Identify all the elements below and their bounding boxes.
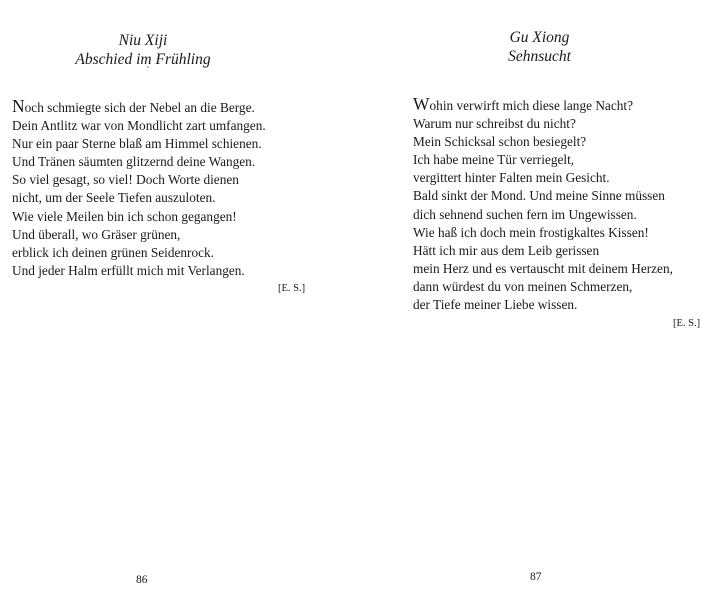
poem-line: dann würdest du von meinen Schmerzen,	[413, 278, 633, 294]
poem-line-text: och schmiegte sich der Nebel an die Berge.	[24, 100, 255, 115]
poem-line: Hätt ich mir aus dem Leib gerissen	[413, 242, 600, 258]
translator-initials-right: [E. S.]	[673, 318, 701, 329]
poem-heading-left	[40, 31, 246, 69]
poem-author-right: Gu Xiong	[509, 29, 570, 46]
poem-line: Und Tränen säumten glitzernd deine Wangen.	[12, 154, 256, 170]
poem-line: vergittert hinter Falten mein Gesicht.	[413, 170, 610, 186]
poem-line	[413, 96, 673, 115]
poem-line: dich sehnend suchen fern im Ungewissen.	[413, 206, 637, 222]
poem-body-left	[12, 98, 266, 280]
page-number-left: 86	[136, 574, 148, 586]
dropcap-right: W	[413, 94, 430, 114]
poem-line	[12, 98, 266, 117]
poem-line: Nur ein paar Sterne blaß am Himmel schienen.	[12, 136, 262, 152]
poem-line: Mein Schicksal schon besiegelt?	[413, 134, 587, 150]
poem-line: nicht, um der Seele Tiefen auszuloten.	[12, 190, 216, 206]
stray-mark: `	[146, 65, 150, 77]
poem-line: erblick ich deinen grünen Seidenrock.	[12, 244, 214, 260]
left-page	[0, 0, 357, 595]
poem-line: Wie haß ich doch mein frostigkaltes Kissen!	[413, 224, 649, 240]
poem-line: Warum nur schreibst du nicht?	[413, 116, 576, 132]
poem-line: So viel gesagt, so viel! Doch Worte dienen	[12, 172, 239, 188]
right-page	[357, 0, 715, 595]
dropcap-left: N	[12, 96, 25, 116]
poem-line-text: ohin verwirft mich diese lange Nacht?	[429, 98, 633, 113]
poem-body-right	[413, 96, 673, 314]
poem-line: Und jeder Halm erfüllt mich mit Verlangen.	[12, 262, 245, 278]
poem-line: Wie viele Meilen bin ich schon gegangen!	[12, 208, 237, 224]
translator-initials-left: [E. S.]	[278, 283, 306, 294]
poem-line: Und überall, wo Gräser grünen,	[12, 226, 181, 242]
poem-line: Dein Antlitz war von Mondlicht zart umfangen.	[12, 118, 266, 134]
poem-title-right: Sehnsucht	[508, 48, 571, 65]
page-number-right: 87	[530, 571, 542, 583]
poem-line: mein Herz und es vertauscht mit deinem Herzen,	[413, 260, 673, 276]
poem-title-left: Abschied im Frühling	[75, 51, 211, 68]
poem-line: Ich habe meine Tür verriegelt,	[413, 152, 575, 168]
poem-line: der Tiefe meiner Liebe wissen.	[413, 297, 578, 313]
poem-heading-right	[452, 28, 627, 66]
poem-line: Bald sinkt der Mond. Und meine Sinne müssen	[413, 188, 665, 204]
poem-author-left: Niu Xiji	[118, 32, 168, 49]
